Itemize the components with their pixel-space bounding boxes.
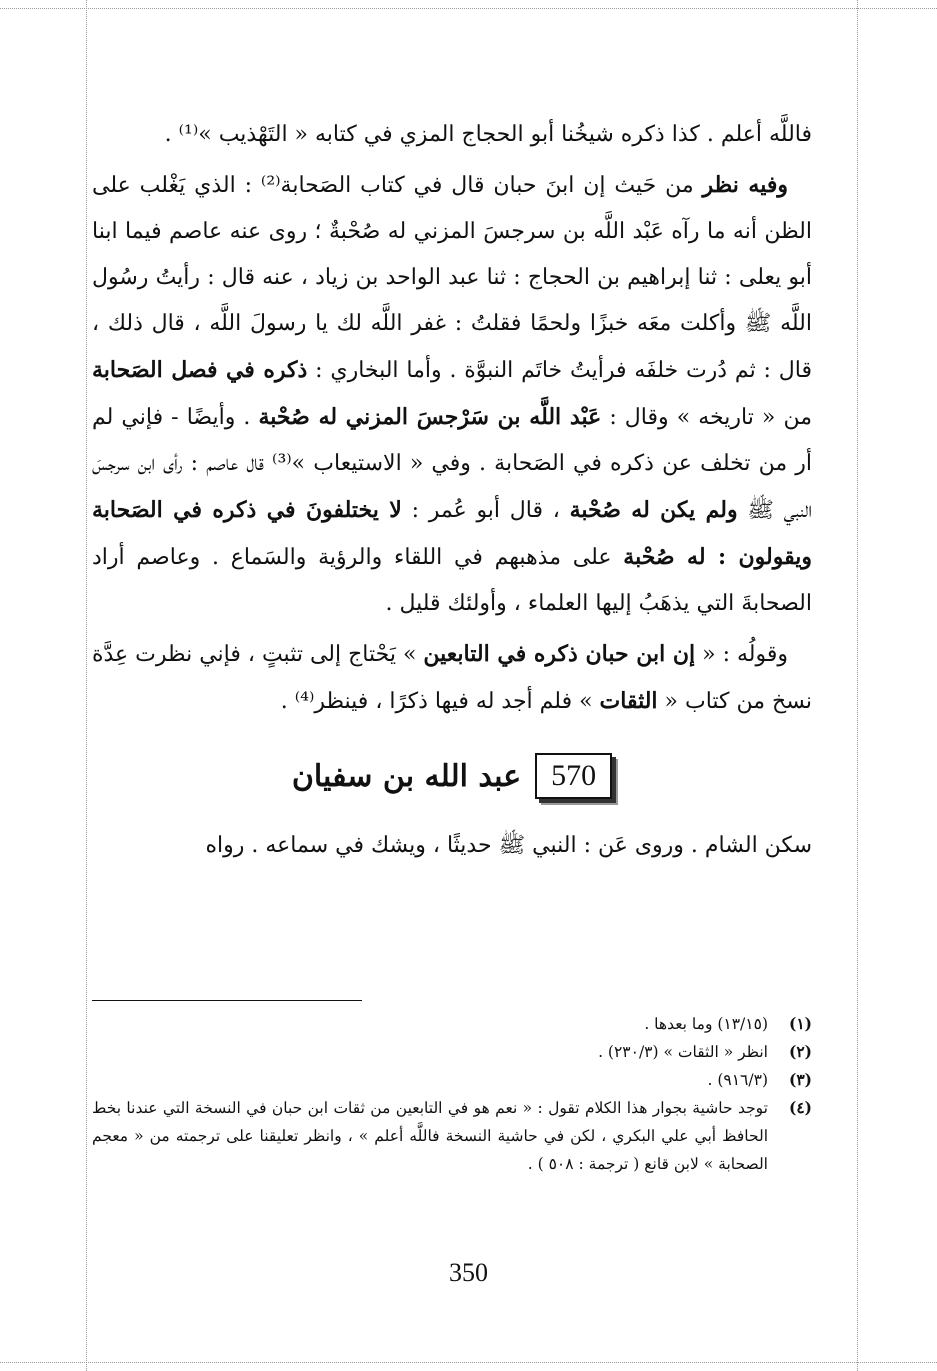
- footnotes: [92, 1010, 812, 1178]
- footnote-3: [92, 1066, 812, 1094]
- paragraph-2-bold-1: ذكره في فصل الصَحابة: [92, 357, 308, 383]
- guide-line-bottom: [0, 1362, 937, 1363]
- paragraph-2-text-3: . وأيضًا - فإني لم أر من تخلف عن ذكره في الصَحابة . وفي « الاستيعاب »⁽³⁾ قال عاصم : رأى ابن سرجسَ النبي ﷺ: [92, 405, 812, 523]
- paragraph-2-text-1: من حَيث إن ابنَ حبان قال في كتاب الصَحابة⁽²⁾ : الذي يَغْلب على الظن أنه ما رآه عَبْد اللَّه بن سرجسَ المزني له صُحْبةٌ ؛ روى عنه عاصم فيما ابنا أبو يعلى : ثنا إبراهيم بن الحجاج : ثنا عبد الواحد بن زياد ، عنه قال : رأيتُ رسُول اللَّه ﷺ وأكلت معَه خبزًا ولحمًا فقلتُ : غفر اللَّه لك يا رسولَ اللَّه ، قال ذلك ، قال : ثم دُرت خلفَه فرأيتُ خاتَم النبوَّة . وأما البخاري :: [92, 173, 812, 383]
- footnote-divider: [92, 1000, 362, 1001]
- paragraph-2-lead: وفيه نظر: [702, 172, 788, 198]
- paragraph-3-text-2: » يَحْتاج إلى تثبتٍ ، فإني نظرت عِدَّة نسخ من كتاب «: [91, 642, 812, 714]
- entry-title: عبد الله بن سفيان: [291, 758, 522, 794]
- footnote-text: توجد حاشية بجوار هذا الكلام تقول : « نعم هو في التابعين من ثقات ابن حبان في النسخة التي عندنا بخط الحافظ أبي علي البكري ، لكن في حاشية النسخة فاللَّه أعلم » ، وانظر تعليقنا على ترجمته من « معجم الصحابة » لابن قانع ( ترجمة : ٥٠٨ ) .: [92, 1099, 768, 1173]
- guide-line-left: [86, 0, 87, 1371]
- guide-line-top: [0, 8, 937, 9]
- footnote-4: [92, 1094, 812, 1178]
- footnote-text: (١٣/١٥) وما بعدها .: [644, 1015, 768, 1033]
- paragraph-2-text-5: على مذهبهم في اللقاء والرؤية والسَماع . وعاصم أراد الصحابةَ التي يذهَبُ إليها العلماء ، وأولئك قليل .: [92, 545, 812, 616]
- paragraph-2-bold-2: عَبْد اللَّه بن سَرْجسَ المزني له صُحْبة: [258, 404, 602, 430]
- footnote-mark: (٤): [788, 1098, 812, 1117]
- footnote-mark: (٢): [788, 1042, 812, 1061]
- paragraph-2-text-2: من « تاريخه » وقال :: [601, 405, 812, 430]
- guide-line-right: [857, 0, 858, 1371]
- footnote-2: [92, 1038, 812, 1066]
- page-number: 350: [449, 1258, 488, 1287]
- paragraph-2-text-4: ، قال أبو عُمر :: [401, 498, 570, 523]
- paragraph-3: [92, 631, 812, 725]
- main-text: [92, 112, 812, 869]
- footnote-text: انظر « الثقات » (٢٣٠/٣) .: [598, 1043, 768, 1061]
- paragraph-1: فاللَّه أعلم . كذا ذكره شيخُنا أبو الحجاج المزي في كتابه « التَهْذيب »⁽¹⁾ .: [164, 122, 812, 147]
- paragraph-4: سكن الشام . وروى عَن : النبي ﷺ حديثًا ، ويشك في سماعه . رواه: [205, 833, 812, 858]
- paragraph-2-bold-4: لا يختلفونَ في ذكره في الصَحابة ويقولون : له صُحْبة: [92, 497, 812, 570]
- footnote-text: (٩١٦/٣) .: [707, 1071, 768, 1089]
- entry-heading: [92, 753, 812, 799]
- paragraph-2-bold-3: ولم يكن له صُحْبة: [569, 497, 738, 523]
- paragraph-3-text-3: » فلم أجد له فيها ذكرًا ، فينظر⁽⁴⁾ .: [280, 689, 600, 714]
- footnote-1: [92, 1010, 812, 1038]
- paragraph-3-bold-1: إن ابن حبان ذكره في التابعين: [423, 641, 696, 667]
- paragraph-2: [92, 162, 812, 627]
- paragraph-3-bold-2: الثقات: [599, 688, 658, 714]
- footnote-mark: (١): [788, 1014, 812, 1033]
- footnote-mark: (٣): [788, 1070, 812, 1089]
- paragraph-3-text-1: وقولُه : «: [695, 642, 788, 667]
- entry-number-box: 570: [535, 753, 612, 799]
